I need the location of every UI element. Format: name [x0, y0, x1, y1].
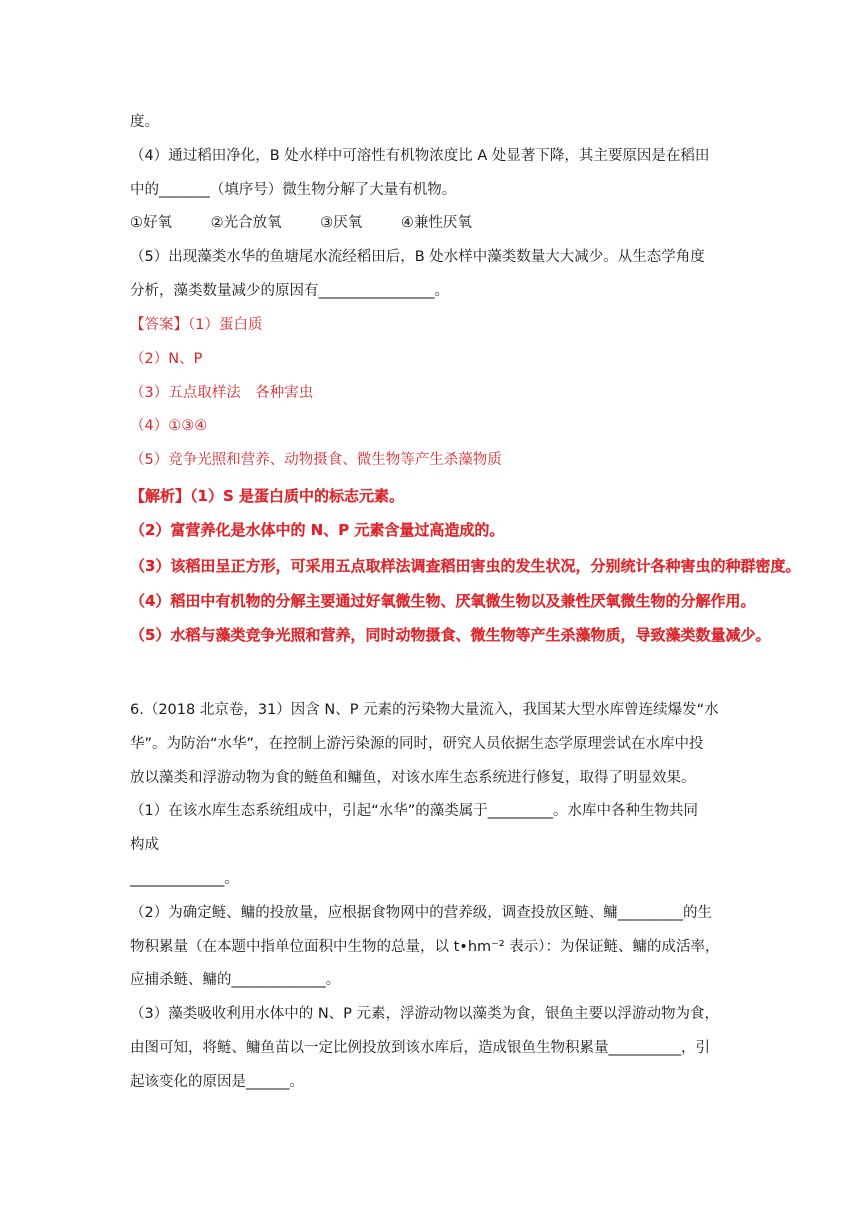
question-5-line-1: （5）出现藻类水华的鱼塘尾水流经稻田后，B 处水样中藻类数量大大减少。从生态学角度	[130, 249, 705, 265]
question-6-line-7: （2）为确定鲢、鳙的投放量，应根据食物网中的营养级，调查投放区鲢、鳙_________的生	[130, 905, 712, 921]
analysis-line-1	[130, 486, 404, 506]
answer-1: （1）蛋白质	[188, 317, 263, 333]
analysis-5: （5）水稻与藻类竞争光照和营养，同时动物摄食、微生物等产生杀藻物质，导致藻类数量减少。	[130, 626, 771, 644]
option-1: ①好氧	[130, 215, 172, 231]
answer-2: （2）N、P	[130, 351, 203, 367]
analysis-3: （3）该稻田呈正方形，可采用五点取样法调查稻田害虫的发生状况，分别统计各种害虫的种群密度。	[130, 557, 801, 575]
question-6-line-11: 由图可知，将鲢、鳙鱼苗以一定比例投放到该水库后，造成银鱼生物积累量__________，引	[130, 1040, 710, 1056]
analysis-1: （1）S 是蛋白质中的标志元素。	[190, 487, 404, 505]
question-6-line-12: 起该变化的原因是______。	[130, 1074, 304, 1090]
question-4-options	[130, 213, 472, 233]
question-6-line-6: _____________。	[130, 871, 239, 887]
question-6-line-9: 应捕杀鲢、鳙的_____________。	[130, 972, 341, 988]
answer-tag: 【答案】	[130, 317, 188, 333]
question-6-line-8: 物积累量（在本题中指单位面积中生物的总量，以 t•hm⁻² 表示）：为保证鲢、鳙的成活率，	[130, 939, 720, 955]
question-6-line-5: 构成	[130, 837, 159, 853]
answer-5: （5）竞争光照和营养、动物摄食、微生物等产生杀藻物质	[130, 452, 502, 468]
option-3: ③厌氧	[320, 215, 363, 231]
answer-4: （4）①③④	[130, 418, 208, 434]
question-6-line-10: （3）藻类吸收利用水体中的 N、P 元素，浮游动物以藻类为食，银鱼主要以浮游动物为食，	[130, 1006, 720, 1022]
answer-line-1	[130, 315, 262, 335]
answer-3: （3）五点取样法 各种害虫	[130, 385, 314, 401]
question-6-line-1: 6.（2018 北京卷，31）因含 N、P 元素的污染物大量流入，我国某大型水库曾连续爆发“水	[130, 702, 719, 718]
question-4-line-1: （4）通过稻田净化，B 处水样中可溶性有机物浓度比 A 处显著下降，其主要原因是在稻田	[130, 148, 710, 164]
question-5-line-2: 分析，藻类数量减少的原因有________________。	[130, 283, 449, 299]
analysis-2: （2）富营养化是水体中的 N、P 元素含量过高造成的。	[130, 521, 505, 539]
text-line: 度。	[130, 114, 159, 130]
question-4-line-2: 中的_______（填序号）微生物分解了大量有机物。	[130, 182, 457, 198]
analysis-tag: 【解析】	[130, 487, 191, 505]
question-6-line-3: 放以藻类和浮游动物为食的鲢鱼和鳙鱼，对该水库生态系统进行修复，取得了明显效果。	[130, 770, 696, 786]
option-2: ②光合放氧	[210, 215, 282, 231]
option-4: ④兼性厌氧	[400, 215, 472, 231]
question-6-line-4: （1）在该水库生态系统组成中，引起“水华”的藻类属于_________。水库中各种生物共同	[130, 803, 698, 819]
analysis-4: （4）稻田中有机物的分解主要通过好氧微生物、厌氧微生物以及兼性厌氧微生物的分解作用。	[130, 592, 756, 610]
question-6-line-2: 华”。为防治“水华”，在控制上游污染源的同时，研究人员依据生态学原理尝试在水库中投	[130, 736, 704, 752]
